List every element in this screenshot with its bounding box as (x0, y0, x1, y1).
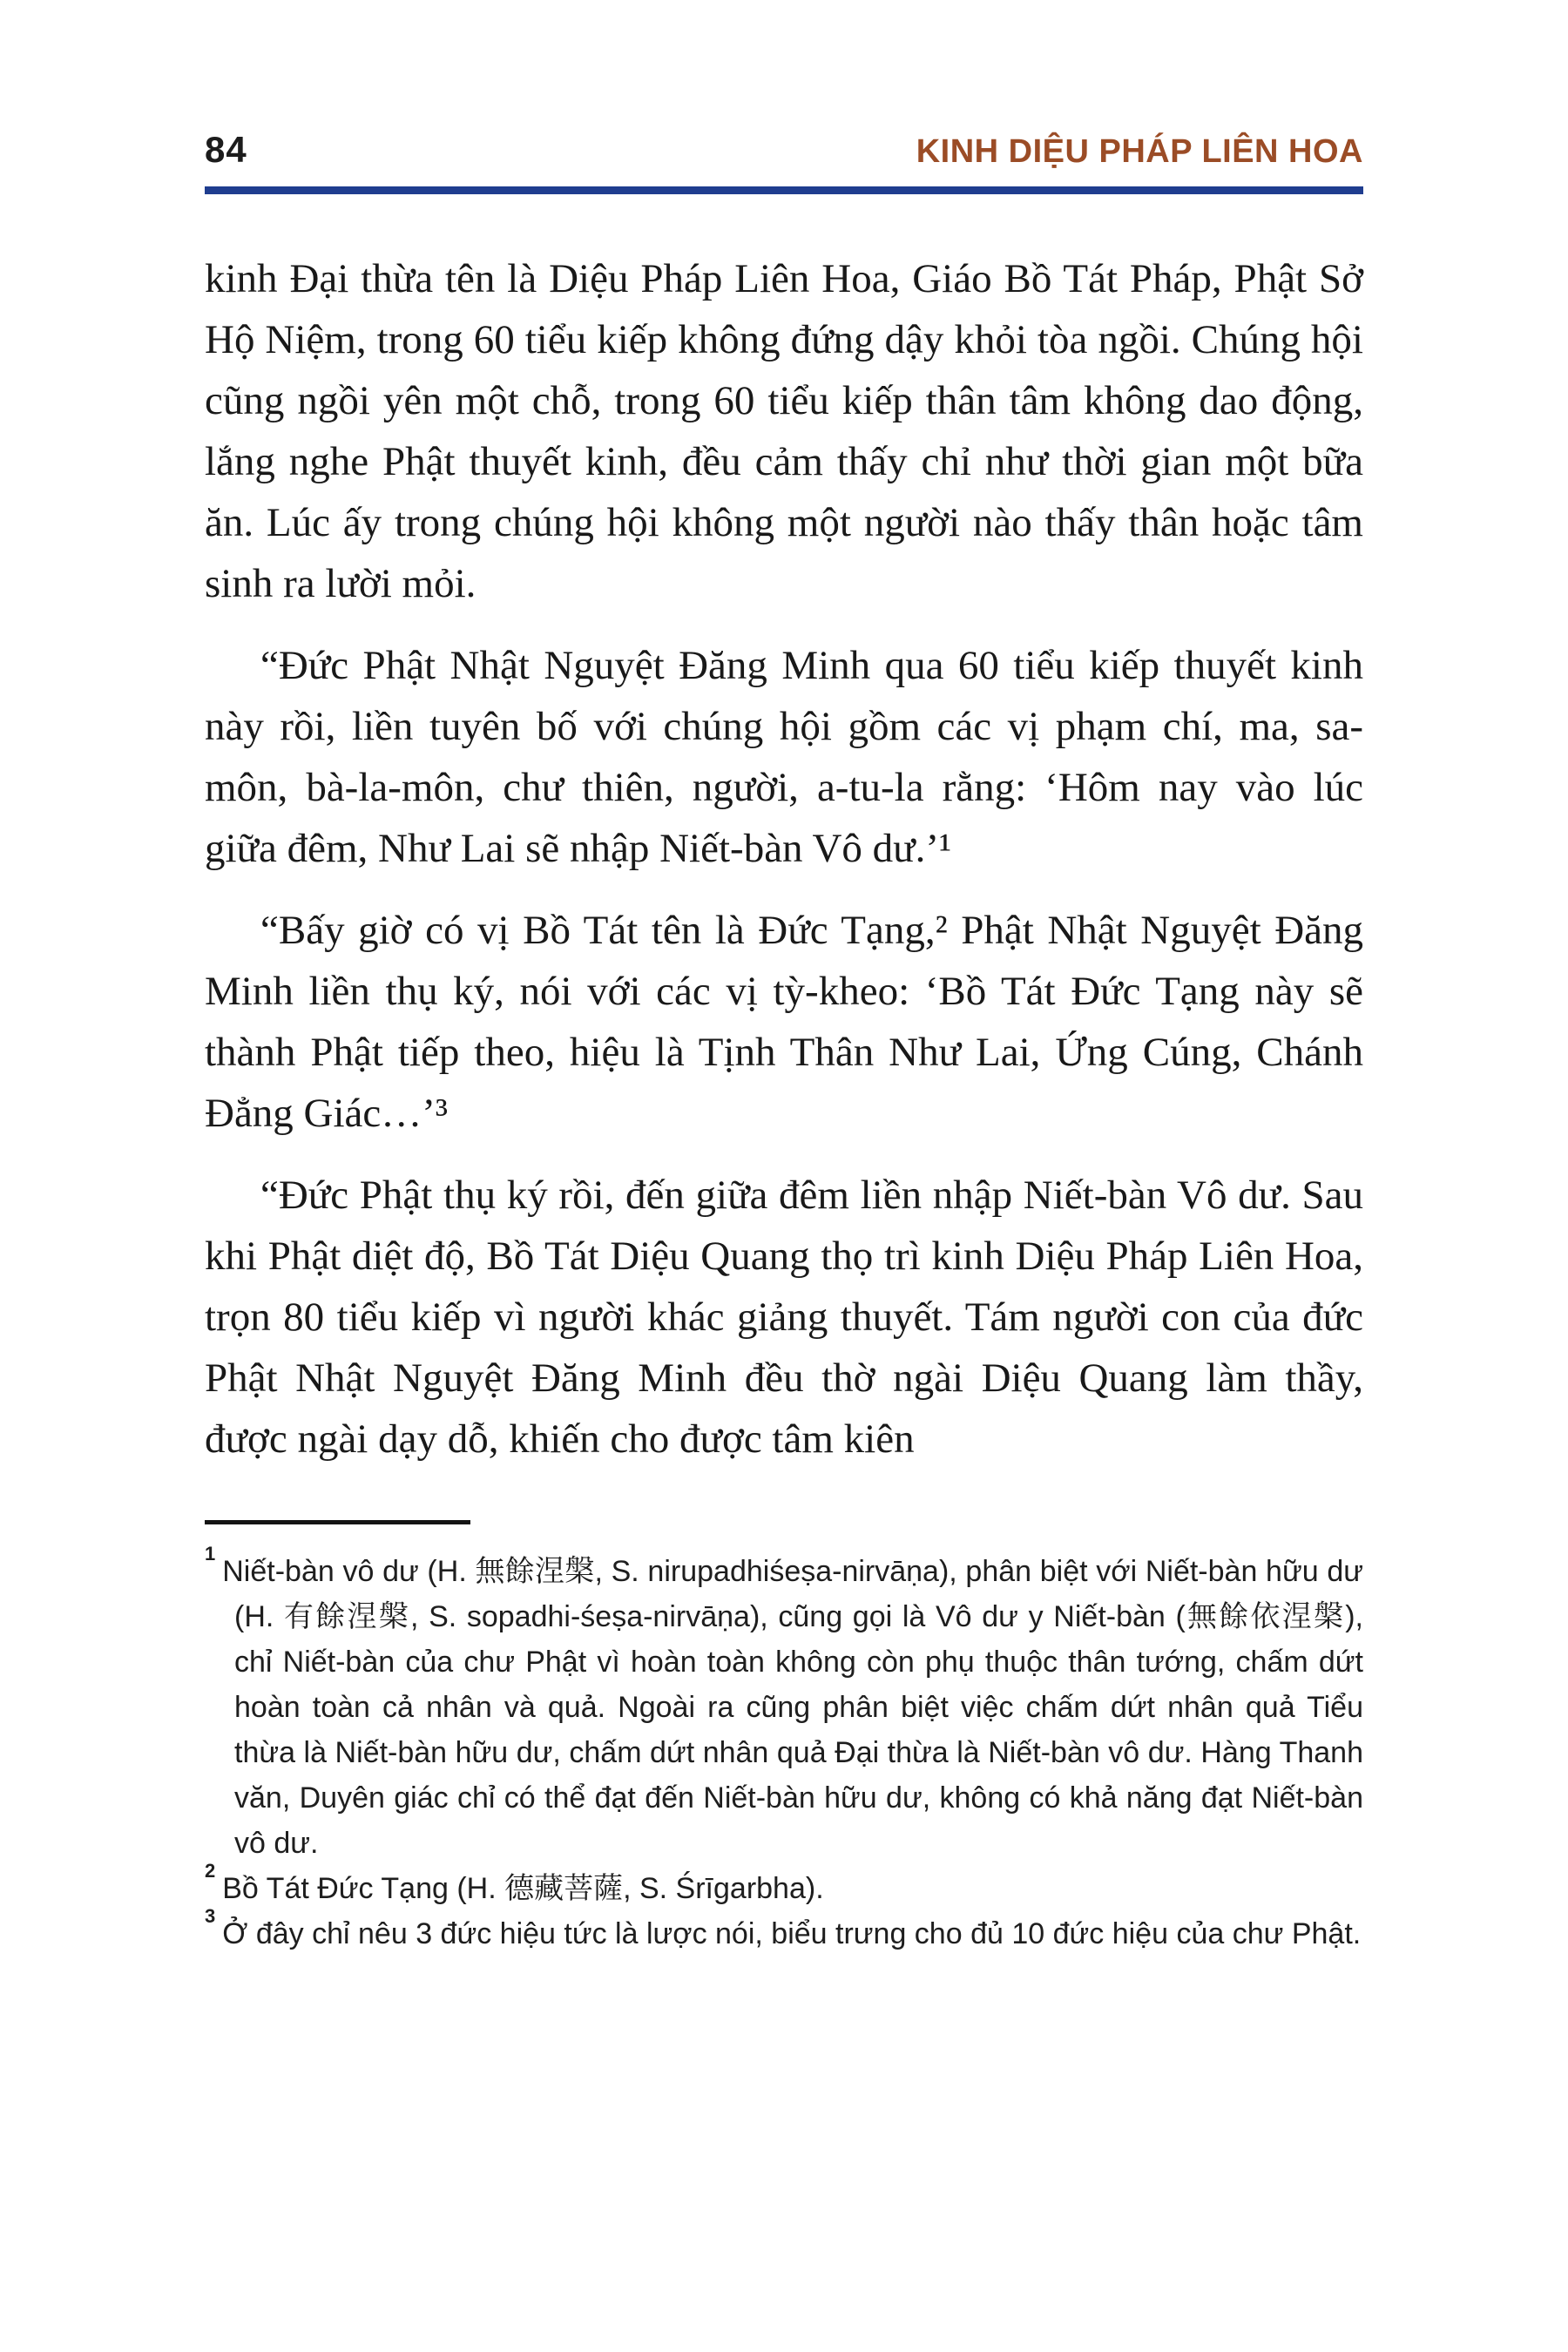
footnote-2-text: Bồ Tát Đức Tạng (H. 德藏菩薩, S. Śrīgarbha). (222, 1872, 824, 1905)
paragraph-4: “Đức Phật thụ ký rồi, đến giữa đêm liền nhập Niết-bàn Vô dư. Sau khi Phật diệt độ, Bồ Tát Diệu Quang thọ trì kinh Diệu Pháp Liên Hoa, trọn 80 tiểu kiếp vì người khác giảng thuyết. Tám người con của đức Phật Nhật Nguyệt Đăng Minh đều thờ ngài Diệu Quang làm thầy, được ngài dạy dỗ, khiến cho được tâm kiên (205, 1173, 1363, 1462)
footnote-1-marker: 1 (205, 1542, 216, 1565)
footnote-3-text: Ở đây chỉ nêu 3 đức hiệu tức là lược nói, biểu trưng cho đủ 10 đức hiệu của chư Phật. (222, 1917, 1362, 1950)
header-rule (205, 186, 1363, 194)
paragraph-1: kinh Đại thừa tên là Diệu Pháp Liên Hoa, Giáo Bồ Tát Pháp, Phật Sở Hộ Niệm, trong 60 tiểu kiếp không đứng dậy khỏi tòa ngồi. Chúng hội cũng ngồi yên một chỗ, trong 60 tiểu kiếp thân tâm không dao động, lắng nghe Phật thuyết kinh, đều cảm thấy chỉ như thời gian một bữa ăn. Lúc ấy trong chúng hội không một người nào thấy thân hoặc tâm sinh ra lười mỏi. (205, 256, 1363, 606)
footnote-3-marker: 3 (205, 1904, 216, 1927)
footnote-2 (205, 1859, 1363, 1911)
paragraph-2: “Đức Phật Nhật Nguyệt Đăng Minh qua 60 tiểu kiếp thuyết kinh này rồi, liền tuyên bố với chúng hội gồm các vị phạm chí, ma, sa-môn, bà-la-môn, chư thiên, người, a-tu-la rằng: ‘Hôm nay vào lúc giữa đêm, Như Lai sẽ nhập Niết-bàn Vô dư.’¹ (205, 643, 1363, 871)
footnote-3 (205, 1904, 1363, 1957)
page-header (205, 129, 1363, 171)
footnote-separator (205, 1520, 470, 1524)
footnote-2-marker: 2 (205, 1859, 216, 1882)
footnote-1 (205, 1542, 1363, 1866)
footnotes-section (205, 1520, 1363, 1957)
page-number: 84 (205, 129, 247, 170)
paragraph-3: “Bấy giờ có vị Bồ Tát tên là Đức Tạng,² Phật Nhật Nguyệt Đăng Minh liền thụ ký, nói với các vị tỳ-kheo: ‘Bồ Tát Đức Tạng này sẽ thành Phật tiếp theo, hiệu là Tịnh Thân Như Lai, Ứng Cúng, Chánh Đẳng Giác…’³ (205, 908, 1363, 1136)
running-header-title: KINH DIỆU PHÁP LIÊN HOA (916, 133, 1363, 170)
body-text (205, 248, 1363, 1470)
footnote-1-text: Niết-bàn vô dư (H. 無餘涅槃, S. nirupadhiśeṣa-nirvāṇa), phân biệt với Niết-bàn hữu dư (H. 有餘涅槃, S. sopadhi-śeṣa-nirvāṇa), cũng gọi là Vô dư y Niết-bàn (無餘依涅槃), chỉ Niết-bàn của chư Phật vì hoàn toàn không còn phụ thuộc thân tướng, chấm dứt hoàn toàn cả nhân và quả. Ngoài ra cũng phân biệt việc chấm dứt nhân quả Tiểu thừa là Niết-bàn hữu dư, chấm dứt nhân quả Đại thừa là Niết-bàn vô dư. Hàng Thanh văn, Duyên giác chỉ có thể đạt đến Niết-bàn hữu dư, không có khả năng đạt Niết-bàn vô dư. (222, 1555, 1363, 1860)
